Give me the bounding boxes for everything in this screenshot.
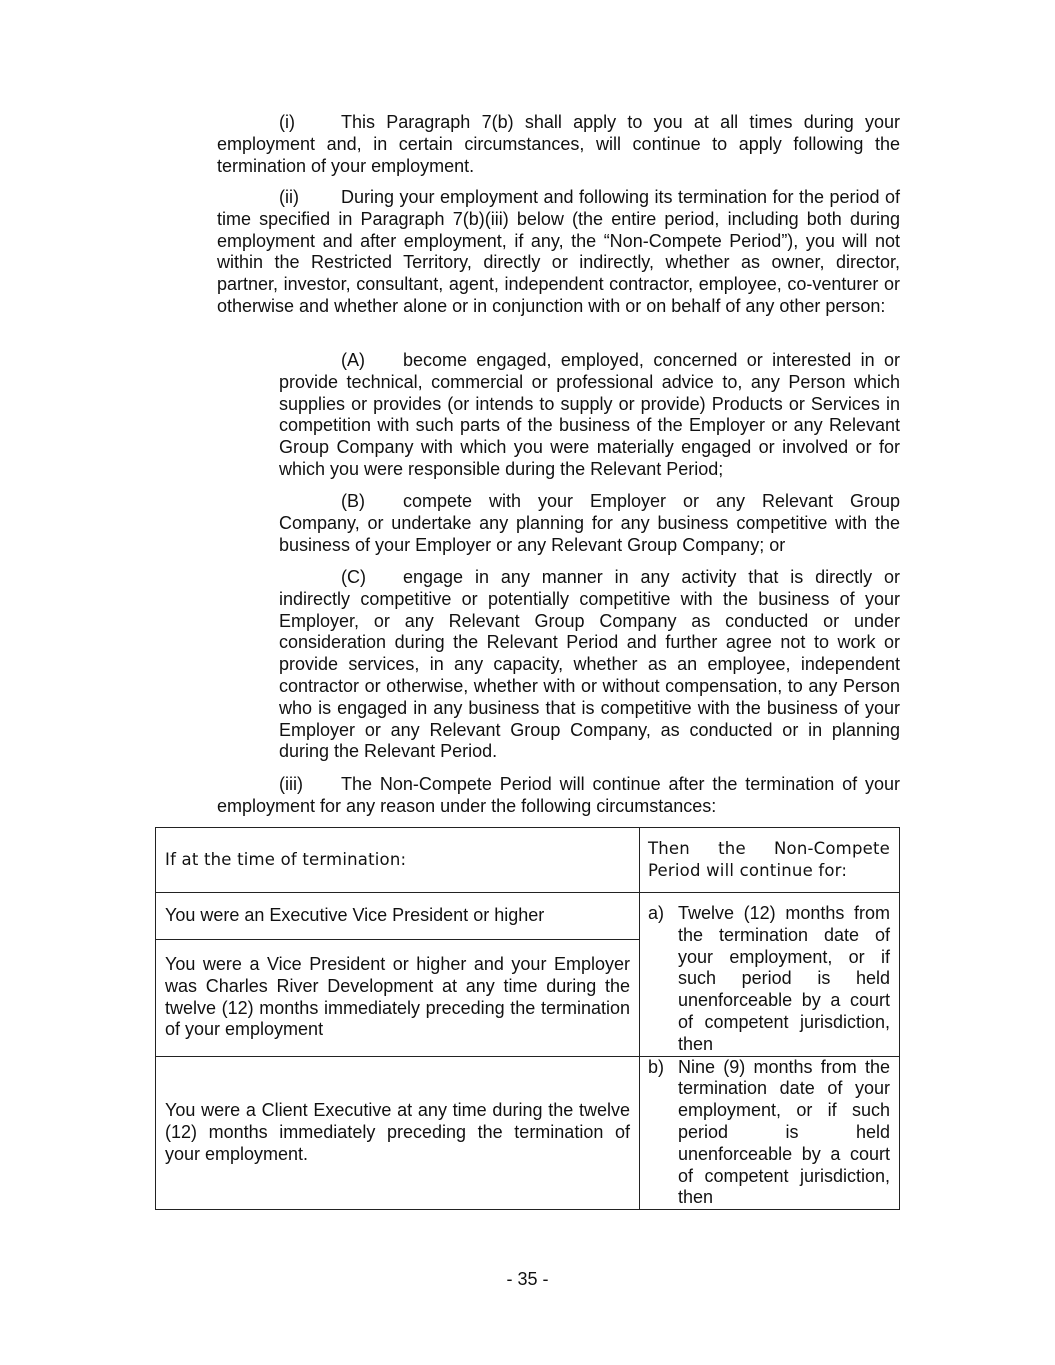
table-option-cell-b	[640, 1056, 900, 1210]
table-row	[156, 1056, 900, 1210]
paragraph-text: become engaged, employed, concerned or interested in or provide technical, commercial or professional advice to, any Person which supplies or provides (or intends to supply or provide) Products or Services in competition with such parts of the business of the Employer or any Relevant Group Company with which you were materially engaged or involved or for which you were responsible during the Relevant Period;	[279, 350, 900, 479]
paragraph-number: (iii)	[279, 774, 303, 794]
table-row-condition: You were a Client Executive at any time during the twelve (12) months immediately preceding the termination of your employment.	[156, 1056, 640, 1210]
page-number: - 35 -	[506, 1269, 549, 1289]
paragraph-c	[279, 567, 900, 763]
table-header-left: If at the time of termination:	[156, 828, 640, 893]
list-item	[648, 903, 890, 1056]
paragraph-text: compete with your Employer or any Relevant Group Company, or undertake any planning for any business competitive with the business of your Employer or any Relevant Group Company; or	[279, 491, 900, 555]
option-text: Twelve (12) months from the termination date of your employment, or if such period is held unenforceable by a court of competent jurisdiction, then	[678, 903, 890, 1054]
table-header-row	[156, 828, 900, 893]
paragraph-text: engage in any manner in any activity that is directly or indirectly competitive or potentially competitive with the business of your Employer, or any Relevant Group Company as conducted or under consideration during the Relevant Period and further agree not to work or provide services, in any capacity, whether as an employee, independent contractor or otherwise, whether with or without compensation, to any Person who is engaged in any business that is competitive with the business of your Employer or any Relevant Group Company, as conducted or in planning during the Relevant Period.	[279, 567, 900, 762]
option-marker: a)	[648, 903, 665, 923]
table-row-condition: You were an Executive Vice President or higher	[156, 893, 640, 940]
table-row-condition: You were a Vice President or higher and your Employer was Charles River Development at any time during the twelve (12) months immediately preceding the termination of your employment	[156, 939, 640, 1056]
option-text: Nine (9) months from the termination date of your employment, or if such period is held unenforceable by a court of competent jurisdiction, then	[678, 1056, 890, 1208]
paragraph-number: (ii)	[279, 187, 299, 207]
table-row	[156, 893, 900, 940]
paragraph-number: (B)	[341, 491, 365, 511]
table-header-right: Then the Non-Compete Period will continue for:	[640, 828, 900, 893]
paragraph-text: The Non-Compete Period will continue after the termination of your employment for any reason under the following circumstances:	[217, 774, 900, 816]
paragraph-ii	[217, 187, 900, 318]
paragraph-text: During your employment and following its termination for the period of time specified in Paragraph 7(b)(iii) below (the entire period, including both during employment and after employment, if any, the “Non-Compete Period”), you will not within the Restricted Territory, directly or indirectly, whether as owner, director, partner, investor, consultant, agent, independent contractor, employee, co-venturer or otherwise and whether alone or in conjunction with or on behalf of any other person:	[217, 187, 900, 316]
option-marker: b)	[648, 1056, 665, 1077]
paragraph-b	[279, 491, 900, 556]
non-compete-table	[155, 827, 900, 1210]
paragraph-i	[217, 112, 900, 177]
paragraph-a	[279, 350, 900, 481]
paragraph-text: This Paragraph 7(b) shall apply to you at all times during your employment and, in certain circumstances, will continue to apply following the termination of your employment.	[217, 112, 900, 176]
list-item	[648, 1057, 890, 1210]
table-option-cell-a	[640, 893, 900, 1057]
paragraph-iii	[217, 774, 900, 818]
paragraph-number: (A)	[341, 350, 365, 370]
paragraph-number: (C)	[341, 567, 366, 587]
paragraph-number: (i)	[279, 112, 295, 132]
